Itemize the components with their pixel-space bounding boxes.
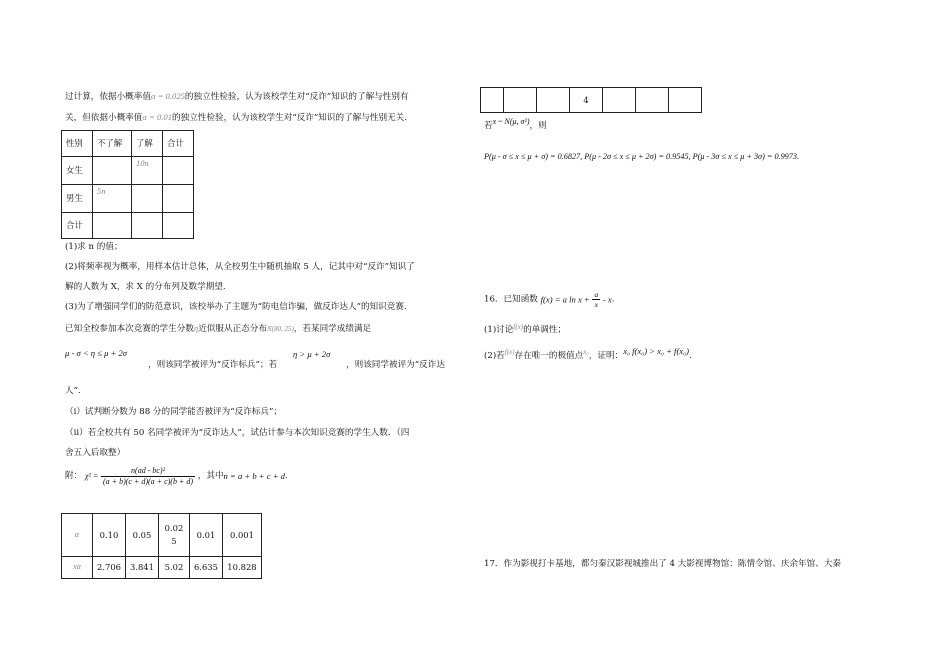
table-cell: 4 — [570, 88, 603, 113]
table-cell — [132, 185, 163, 213]
q16-1-tail: 的单调性； — [523, 325, 567, 335]
alpha-025-stacked — [165, 522, 184, 547]
sub-question-ii-line-2: 舍五入后取整） — [65, 448, 126, 458]
alpha-001: α = 0.01 — [142, 112, 173, 122]
table-cell — [163, 213, 194, 239]
condition-1: μ - σ < η ≤ μ + 2σ — [65, 348, 128, 358]
normal-distribution: N(80, 25) — [266, 325, 294, 333]
q16-label: 16．已知函数 — [484, 294, 538, 305]
probability-line — [484, 152, 799, 162]
q3-text-mid: 近似服从正态分布 — [198, 324, 267, 334]
intro-line-1 — [65, 91, 409, 103]
q3-text-tail: ，若某同学成绩满足 — [293, 324, 372, 334]
chi-denominator: (a + b)(c + d)(a + c)(b + d) — [103, 477, 194, 486]
x-alpha-header: xα — [62, 557, 93, 579]
q16-2-fx: f(x) — [504, 348, 515, 356]
table-row — [62, 557, 262, 579]
probability-values: P(μ - σ ≤ x ≤ μ + σ) = 0.6827, P(μ - 2σ ≤ x ≤ μ + 2σ) = 0.9545, P(μ - 3σ ≤ x ≤ μ + 3σ) = 0.9973 — [484, 152, 797, 161]
header-cell: 不了解 — [93, 131, 132, 157]
intro-text-2-tail: 的独立性检验，认为该校学生对“反诈”知识的了解与性别无关. — [172, 113, 407, 123]
distribution-table-fragment — [480, 87, 702, 113]
table-cell — [163, 157, 194, 185]
table-row — [481, 88, 702, 113]
question-2-line-1: (2)将频率视为概率，用样本估计总体，从全校男生中随机抽取 5 人，记其中对“反诈”知识了 — [65, 262, 415, 272]
question-17: 17．作为影视打卡基地，都匀秦汉影视城推出了 4 大影视博物馆：陈情令馆、庆余年馆、大秦 — [484, 559, 842, 569]
value-cell: 2.706 — [93, 557, 126, 579]
table-cell: 5n — [93, 185, 132, 213]
row-label: 女生 — [62, 157, 93, 185]
alpha-0025: α = 0.025 — [150, 91, 185, 101]
table-cell — [163, 185, 194, 213]
question-16-1 — [484, 325, 566, 336]
q16-2-inequality: x₀ f(x₀) > x₀ + f(x₀) — [623, 346, 689, 356]
alpha-cell: 0.001 — [222, 514, 261, 557]
value-cell: 6.635 — [189, 557, 222, 579]
alpha-header: α — [62, 514, 93, 557]
table-row — [62, 213, 194, 239]
value-cell: 5.02 — [158, 557, 189, 579]
q16-minus-x: - x — [602, 294, 612, 305]
eta-symbol: η — [193, 323, 199, 333]
appendix-label: 附： — [65, 471, 83, 482]
normal-assumption — [484, 117, 547, 132]
table-cell — [132, 213, 163, 239]
condition-line — [148, 360, 277, 371]
sub-question-i: （i）试判断分数为 88 分的同学能否被评为“反诈标兵”； — [65, 407, 282, 417]
if-prefix: 若 — [484, 121, 493, 131]
chi-square-fraction — [101, 466, 195, 487]
chi-numerator: n(ad - bc)² — [101, 466, 195, 477]
table-cell — [603, 88, 636, 113]
alpha-cell: 0.01 — [189, 514, 222, 557]
n-definition: n = a + b + c + d — [223, 471, 285, 482]
q16-2-end: . — [688, 351, 692, 361]
table-cell — [504, 88, 537, 113]
intro-line-2 — [65, 112, 407, 124]
cond1-tail: ，则该同学被评为“反诈标兵”；若 — [148, 360, 278, 370]
table-cell — [537, 88, 570, 113]
appendix-formula — [65, 466, 288, 487]
q16-function: f(x) = a ln x + — [540, 294, 590, 305]
critical-value-table — [61, 513, 262, 579]
q16-end: . — [611, 294, 615, 305]
q16-denominator: x — [594, 300, 598, 310]
alpha-cell: 0.05 — [125, 514, 158, 557]
contingency-table — [61, 130, 194, 239]
table-row — [62, 131, 194, 157]
alpha-cell: 0.10 — [93, 514, 126, 557]
question-1: (1)求 n 的值； — [65, 242, 123, 252]
alpha-025-bottom: 5 — [171, 536, 177, 546]
table-cell — [669, 88, 702, 113]
if-tail: ，则 — [529, 121, 547, 131]
q16-1-prefix: (1)讨论 — [484, 325, 514, 335]
condition-line-end: 人”. — [65, 386, 81, 396]
table-row — [62, 514, 262, 557]
q16-fraction — [592, 290, 600, 310]
question-16-2 — [484, 346, 692, 362]
q16-2-tail: ，证明： — [588, 351, 624, 361]
q16-2-prefix: (2)若 — [484, 351, 505, 361]
table-cell — [93, 213, 132, 239]
table-cell: 10n — [132, 157, 163, 185]
q16-2-mid: 存在唯一的极值点 — [514, 351, 584, 361]
q3-text: 已知全校参加本次竞赛的学生分数 — [65, 324, 194, 334]
question-16 — [484, 290, 614, 310]
question-3-line-1: (3)为了增强同学们的防范意识，该校举办了主题为“防电信诈骗，做反诈达人”的知识竞赛. — [65, 302, 407, 312]
table-cell — [93, 157, 132, 185]
probability-end: . — [796, 152, 800, 161]
table-cell — [636, 88, 669, 113]
normal-expr: x ~ N(μ, σ²) — [492, 117, 530, 126]
table-row — [62, 157, 194, 185]
sub-question-ii-line-1: （ii）若全校共有 50 名同学被评为“反诈达人”，试估计参与本次知识竞赛的学生人数．（四 — [65, 428, 410, 438]
row-label: 合计 — [62, 213, 93, 239]
table-cell — [481, 88, 504, 113]
q16-numerator: a — [594, 290, 599, 299]
table-row — [62, 185, 194, 213]
header-cell: 了解 — [132, 131, 163, 157]
q16-2-x0: x₀ — [583, 348, 589, 356]
value-cell: 3.841 — [125, 557, 158, 579]
question-3-line-2 — [65, 323, 371, 335]
intro-text-tail: 的独立性检验，认为该校学生对“反诈”知识的了解与性别有 — [184, 92, 409, 102]
header-cell: 合计 — [163, 131, 194, 157]
intro-text: 过计算，依据小概率值 — [65, 92, 151, 102]
chi-end: . — [284, 471, 288, 482]
row-label: 男生 — [62, 185, 93, 213]
chi-square-lhs: χ² = — [84, 471, 99, 481]
intro-text-2: 关，但依据小概率值 — [65, 113, 143, 123]
q16-1-fx: f(x) — [513, 323, 524, 331]
alpha-025-top: 0.02 — [164, 523, 184, 534]
value-cell: 10.828 — [222, 557, 261, 579]
condition-2-tail: ，则该同学被评为“反诈达 — [346, 360, 445, 370]
header-cell: 性别 — [62, 131, 93, 157]
condition-2: η > μ + 2σ — [293, 349, 331, 359]
question-2-line-2: 解的人数为 X，求 X 的分布列及数学期望. — [65, 282, 226, 292]
chi-tail: ，其中 — [197, 471, 224, 482]
alpha-cell — [158, 514, 189, 557]
